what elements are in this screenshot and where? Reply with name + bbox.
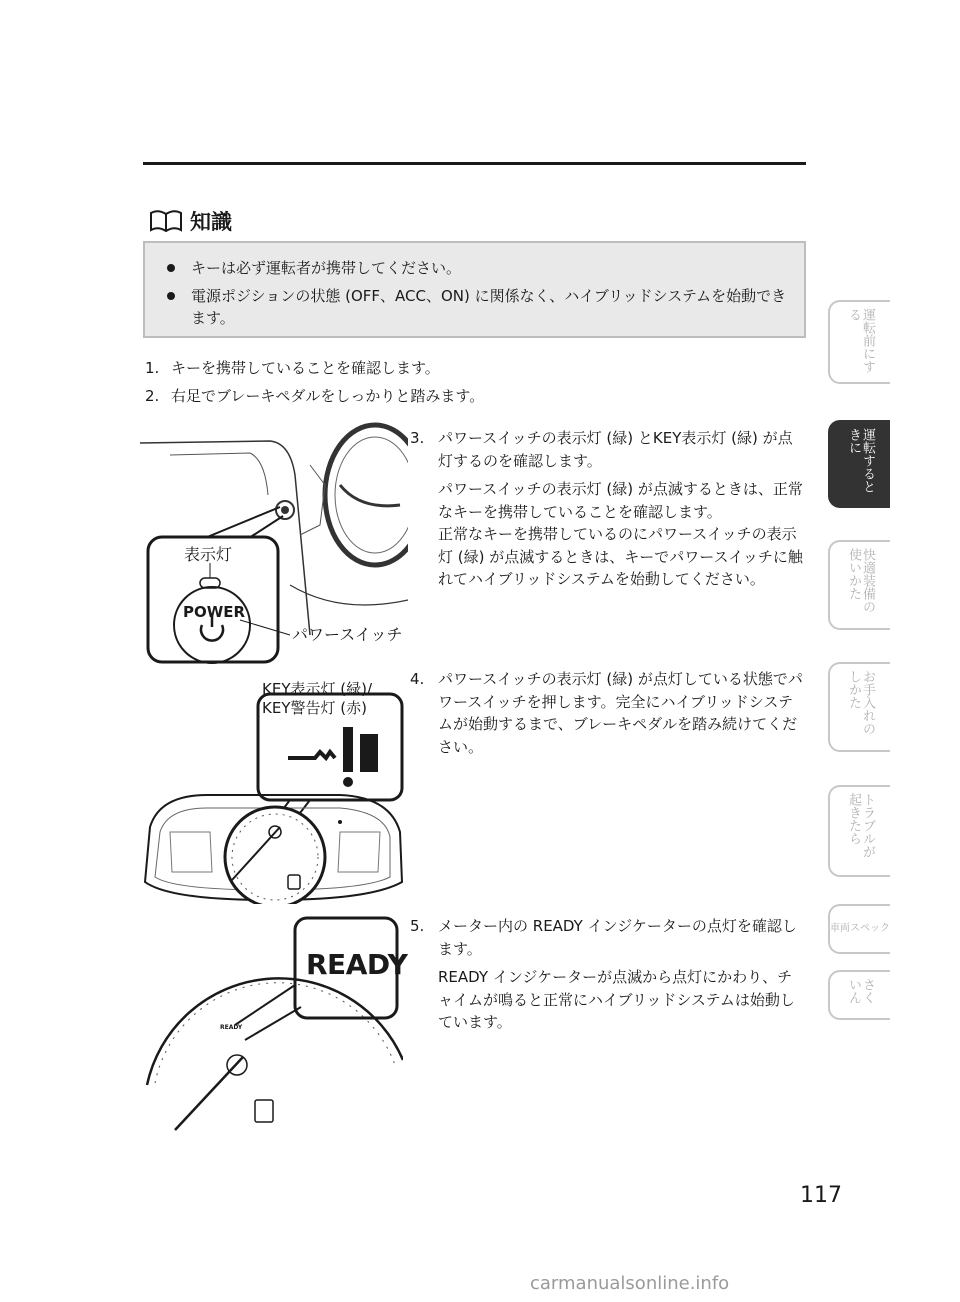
info-heading <box>148 206 232 236</box>
indicator-label: 表示灯 <box>184 545 233 564</box>
page-number: 117 <box>800 1183 842 1208</box>
side-tab-maintenance[interactable]: お手入れのしかた <box>828 662 890 752</box>
switch-label: パワースイッチ <box>292 625 403 644</box>
ready-small-label: READY <box>220 1024 243 1031</box>
step-1: 1. キーを携帯していることを確認します。 <box>145 359 440 377</box>
side-tab-index[interactable]: さくいん <box>828 970 890 1020</box>
side-tab-comfort[interactable]: 快適装備の使いかた <box>828 540 890 630</box>
step-3: 3. パワースイッチの表示灯 (緑) とKEY表示灯 (緑) が点灯するのを確認します。 パワースイッチの表示灯 (緑) が点滅するときは、正常なキーを携帯していることを確認します。 正常なキーを携帯しているのにパワースイッチの表示灯 (緑) が点滅するときは、キーでパワースイッチに触れてハイブリッドシステムを始動してください。 <box>410 429 803 588</box>
top-rule <box>143 162 806 165</box>
watermark: carmanualsonline.info <box>530 1273 730 1294</box>
info-box <box>143 241 806 338</box>
book-icon <box>148 209 184 233</box>
key-indicator-label-2: KEY警告灯 (赤) <box>262 699 367 717</box>
info-heading-text: 知識 <box>190 210 232 234</box>
power-label: POWER <box>183 603 246 621</box>
info-bullet: 電源ポジションの状態 (OFF、ACC、ON) に関係なく、ハイブリッドシステムを始動できます。 <box>163 285 788 329</box>
side-tab-driving[interactable]: 運転するときに <box>828 420 890 508</box>
ready-big-label: READY <box>306 948 408 981</box>
key-indicator-label-1: KEY表示灯 (緑)/ <box>262 680 373 698</box>
side-tab-before-driving[interactable]: 運転前にする <box>828 300 890 384</box>
side-tab-trouble[interactable]: トラブルが起きたら <box>828 785 890 877</box>
step-4: 4. パワースイッチの表示灯 (緑) が点灯している状態でパワースイッチを押します。完全にハイブリッドシステムが始動するまで、ブレーキペダルを踏み続けてください。 <box>410 670 803 756</box>
step-5: 5. メーター内の READY インジケーターの点灯を確認します。 READY インジケーターが点滅から点灯にかわり、チャイムが鳴ると正常にハイブリッドシステムは始動しています。 <box>410 917 797 1031</box>
info-bullet: キーは必ず運転者が携帯してください。 <box>163 257 788 279</box>
step-2: 2. 右足でブレーキペダルをしっかりと踏みます。 <box>145 387 485 405</box>
side-tab-specs[interactable]: 車両スペック <box>828 904 890 954</box>
